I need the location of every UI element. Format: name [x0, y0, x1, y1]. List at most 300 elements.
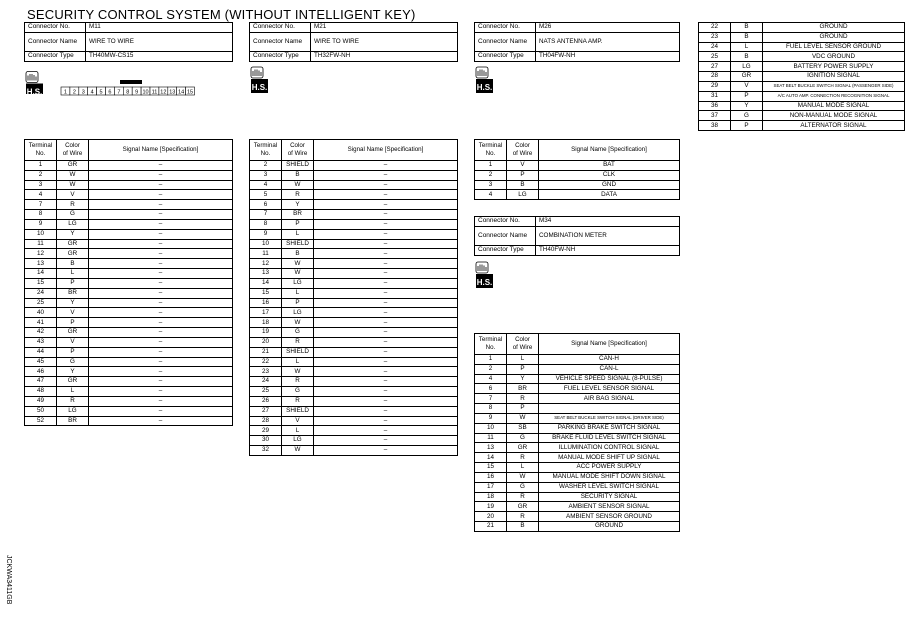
table-row: [475, 522, 680, 532]
table-row: [25, 396, 233, 406]
signal-name: –: [314, 259, 458, 269]
header-terminal: Terminal No.: [250, 140, 282, 161]
connector-info-m34: [474, 216, 680, 256]
signal-name: –: [89, 239, 233, 249]
wire-color: Y: [731, 101, 763, 111]
table-row: [475, 453, 680, 463]
signal-name: –: [314, 377, 458, 387]
table-row: [699, 42, 905, 52]
terminal-no: 27: [699, 62, 731, 72]
wire-color: L: [282, 357, 314, 367]
table-row: [250, 416, 458, 426]
wire-color: P: [507, 170, 539, 180]
terminal-no: 6: [475, 384, 507, 394]
table-row: [475, 492, 680, 502]
table-row: [250, 259, 458, 269]
wire-color: V: [57, 190, 89, 200]
terminal-no: 2: [25, 170, 57, 180]
pin-number: 6: [108, 89, 112, 96]
terminal-no: 30: [250, 436, 282, 446]
signal-name: –: [314, 170, 458, 180]
terminal-no: 25: [250, 387, 282, 397]
wire-color: R: [507, 394, 539, 404]
terminal-no: 20: [250, 337, 282, 347]
signal-name: –: [89, 308, 233, 318]
connector-type: TH04FW-NH: [536, 52, 680, 62]
wire-color: SHIELD: [282, 347, 314, 357]
table-row: [475, 364, 680, 374]
terminal-no: 52: [25, 416, 57, 426]
connector-diagram-m11: [58, 80, 213, 120]
table-row: [250, 190, 458, 200]
signal-name: AMBIENT SENSOR SIGNAL: [539, 502, 680, 512]
terminal-table-m34-continued: [698, 22, 905, 131]
terminal-no: 40: [25, 308, 57, 318]
signal-name: –: [314, 318, 458, 328]
hs-label: H.S.: [476, 83, 493, 92]
hs-label: H.S.: [26, 87, 43, 94]
terminal-no: 41: [25, 318, 57, 328]
signal-name: –: [314, 298, 458, 308]
wire-color: LG: [507, 190, 539, 200]
table-row: [475, 443, 680, 453]
header-signal: Signal Name [Specification]: [539, 140, 680, 161]
terminal-no: 20: [475, 512, 507, 522]
harness-side-icon: [250, 66, 269, 94]
table-row: [699, 62, 905, 72]
terminal-no: 24: [699, 42, 731, 52]
signal-name: GROUND: [539, 522, 680, 532]
signal-name: –: [314, 308, 458, 318]
terminal-no: 15: [25, 278, 57, 288]
pin-number: 1: [63, 89, 67, 96]
terminal-no: 24: [25, 288, 57, 298]
header-terminal: Terminal No.: [475, 140, 507, 161]
signal-name: BATTERY POWER SUPPLY: [763, 62, 905, 72]
terminal-no: 12: [25, 249, 57, 259]
wire-color: P: [731, 91, 763, 101]
table-row: [25, 318, 233, 328]
wire-color: BR: [282, 210, 314, 220]
wire-color: LG: [282, 436, 314, 446]
terminal-no: 7: [475, 394, 507, 404]
wire-color: R: [507, 512, 539, 522]
terminal-no: 25: [25, 298, 57, 308]
terminal-no: 29: [699, 81, 731, 91]
pin-number: 7: [117, 89, 121, 96]
terminal-table-m21: [249, 139, 458, 456]
wire-color: W: [57, 180, 89, 190]
wire-color: LG: [57, 406, 89, 416]
terminal-no: 11: [25, 239, 57, 249]
table-row: [699, 81, 905, 91]
signal-name: –: [89, 318, 233, 328]
signal-name: –: [314, 347, 458, 357]
connector-diagram-m26: [555, 82, 615, 118]
wire-color: GR: [57, 239, 89, 249]
table-row: [25, 210, 233, 220]
table-row: [699, 72, 905, 82]
signal-name: MANUAL MODE SHIFT UP SIGNAL: [539, 453, 680, 463]
pin-number: 14: [178, 89, 185, 96]
table-row: [699, 111, 905, 121]
wire-color: R: [282, 396, 314, 406]
terminal-no: 1: [475, 161, 507, 171]
signal-name: –: [89, 259, 233, 269]
hand-icon: [476, 262, 488, 273]
table-row: [25, 239, 233, 249]
harness-side-icon: [25, 66, 44, 94]
signal-name: [539, 404, 680, 414]
table-row: [475, 180, 680, 190]
table-row: [250, 239, 458, 249]
signal-name: –: [314, 328, 458, 338]
signal-name: –: [314, 239, 458, 249]
pin-number: 10: [142, 89, 149, 96]
signal-name: BAT: [539, 161, 680, 171]
signal-name: –: [314, 357, 458, 367]
table-row: [250, 278, 458, 288]
terminal-no: 8: [250, 219, 282, 229]
terminal-no: 10: [250, 239, 282, 249]
terminal-no: 16: [250, 298, 282, 308]
signal-name: –: [314, 180, 458, 190]
wire-color: G: [507, 482, 539, 492]
pin-number: 2: [72, 89, 76, 96]
terminal-no: 19: [250, 328, 282, 338]
table-row: [250, 170, 458, 180]
table-row: [475, 472, 680, 482]
terminal-no: 15: [475, 463, 507, 473]
table-row: [250, 436, 458, 446]
signal-name: ALTERNATOR SIGNAL: [763, 121, 905, 131]
wire-color: Y: [507, 374, 539, 384]
connector-name: COMBINATION METER: [536, 227, 680, 246]
terminal-no: 9: [475, 413, 507, 423]
page-title: SECURITY CONTROL SYSTEM (WITHOUT INTELLIGENT KEY): [27, 7, 416, 22]
table-row: [25, 367, 233, 377]
terminal-no: 32: [250, 446, 282, 456]
signal-name: –: [89, 278, 233, 288]
wire-color: GR: [731, 72, 763, 82]
terminal-no: 2: [475, 170, 507, 180]
header-color: Color of Wire: [507, 140, 539, 161]
table-row: [25, 337, 233, 347]
terminal-no: 25: [699, 52, 731, 62]
terminal-no: 28: [699, 72, 731, 82]
table-row: [250, 180, 458, 190]
signal-name: SEAT BELT BUCKLE SWITCH SIGNAL (DRIVER SIDE): [539, 413, 680, 423]
wire-color: L: [507, 463, 539, 473]
connector-name: WIRE TO WIRE: [311, 33, 458, 52]
table-row: [250, 387, 458, 397]
terminal-no: 5: [250, 190, 282, 200]
table-row: [475, 433, 680, 443]
table-row: [475, 482, 680, 492]
terminal-no: 24: [250, 377, 282, 387]
wire-color: SHIELD: [282, 406, 314, 416]
signal-name: MANUAL MODE SIGNAL: [763, 101, 905, 111]
signal-name: GROUND: [763, 32, 905, 42]
signal-name: CAN-L: [539, 364, 680, 374]
wire-color: L: [731, 42, 763, 52]
wire-color: R: [57, 200, 89, 210]
header-terminal: Terminal No.: [25, 140, 57, 161]
table-row: [699, 121, 905, 131]
table-row: [25, 416, 233, 426]
pin-number: 12: [160, 89, 167, 96]
wire-color: P: [57, 347, 89, 357]
terminal-no: 15: [250, 288, 282, 298]
label-connector-no: Connector No.: [25, 23, 86, 33]
wire-color: G: [57, 210, 89, 220]
table-row: [250, 446, 458, 456]
terminal-no: 46: [25, 367, 57, 377]
terminal-no: 11: [250, 249, 282, 259]
signal-name: VDC GROUND: [763, 52, 905, 62]
table-row: [475, 384, 680, 394]
label-connector-no: Connector No.: [250, 23, 311, 33]
connector-info-m11: [24, 22, 233, 62]
header-terminal: Terminal No.: [475, 334, 507, 355]
wire-color: B: [731, 23, 763, 33]
hs-label: H.S.: [476, 278, 493, 287]
wire-color: V: [507, 161, 539, 171]
connector-info-m26: [474, 22, 680, 62]
terminal-no: 10: [475, 423, 507, 433]
terminal-no: 17: [475, 482, 507, 492]
hand-icon: [26, 72, 38, 83]
terminal-no: 31: [699, 91, 731, 101]
table-row: [25, 288, 233, 298]
label-connector-type: Connector Type: [475, 52, 536, 62]
signal-name: NON-MANUAL MODE SIGNAL: [763, 111, 905, 121]
connector-type: TH40FW-NH: [536, 246, 680, 256]
terminal-no: 38: [699, 121, 731, 131]
table-row: [699, 101, 905, 111]
wire-color: B: [507, 522, 539, 532]
wire-color: SB: [507, 423, 539, 433]
terminal-no: 43: [25, 337, 57, 347]
signal-name: –: [314, 367, 458, 377]
wire-color: GR: [57, 328, 89, 338]
wire-color: R: [282, 337, 314, 347]
wire-color: Y: [57, 298, 89, 308]
signal-name: –: [314, 219, 458, 229]
signal-name: –: [89, 190, 233, 200]
signal-name: –: [314, 269, 458, 279]
terminal-no: 13: [250, 269, 282, 279]
terminal-no: 36: [699, 101, 731, 111]
wire-color: B: [731, 32, 763, 42]
header-signal: Signal Name [Specification]: [314, 140, 458, 161]
signal-name: CLK: [539, 170, 680, 180]
table-row: [475, 355, 680, 365]
terminal-no: 18: [475, 492, 507, 502]
wire-color: G: [57, 357, 89, 367]
wire-color: V: [57, 337, 89, 347]
table-row: [699, 52, 905, 62]
terminal-no: 44: [25, 347, 57, 357]
wire-color: LG: [57, 219, 89, 229]
label-connector-name: Connector Name: [25, 33, 86, 52]
table-row: [25, 259, 233, 269]
signal-name: –: [314, 337, 458, 347]
signal-name: –: [89, 210, 233, 220]
header-color: Color of Wire: [507, 334, 539, 355]
signal-name: –: [89, 328, 233, 338]
signal-name: AIR BAG SIGNAL: [539, 394, 680, 404]
signal-name: CAN-H: [539, 355, 680, 365]
signal-name: –: [89, 396, 233, 406]
wire-color: W: [282, 180, 314, 190]
wire-color: W: [507, 472, 539, 482]
wire-color: W: [507, 413, 539, 423]
pin-number: 9: [135, 89, 139, 96]
wire-color: SHIELD: [282, 161, 314, 171]
terminal-no: 49: [25, 396, 57, 406]
signal-name: –: [89, 288, 233, 298]
wire-color: B: [731, 52, 763, 62]
header-signal: Signal Name [Specification]: [539, 334, 680, 355]
wire-color: Y: [57, 229, 89, 239]
signal-name: GND: [539, 180, 680, 190]
signal-name: –: [89, 416, 233, 426]
signal-name: –: [89, 219, 233, 229]
wire-color: L: [282, 229, 314, 239]
terminal-no: 3: [25, 180, 57, 190]
signal-name: –: [89, 377, 233, 387]
table-row: [25, 328, 233, 338]
terminal-no: 42: [25, 328, 57, 338]
wire-color: B: [507, 180, 539, 190]
table-row: [250, 288, 458, 298]
terminal-no: 14: [25, 269, 57, 279]
signal-name: –: [314, 278, 458, 288]
wire-color: P: [282, 219, 314, 229]
terminal-no: 21: [475, 522, 507, 532]
signal-name: –: [89, 180, 233, 190]
terminal-no: 48: [25, 387, 57, 397]
pin-number: 13: [169, 89, 176, 96]
table-row: [475, 463, 680, 473]
table-row: [25, 377, 233, 387]
document-code: JCKWA3411GB: [5, 555, 12, 605]
table-row: [250, 396, 458, 406]
table-row: [25, 298, 233, 308]
table-row: [250, 249, 458, 259]
signal-name: FUEL LEVEL SENSOR GROUND: [763, 42, 905, 52]
signal-name: –: [89, 357, 233, 367]
terminal-no: 3: [250, 170, 282, 180]
terminal-no: 1: [25, 161, 57, 171]
table-row: [25, 249, 233, 259]
terminal-no: 7: [250, 210, 282, 220]
label-connector-name: Connector Name: [475, 227, 536, 246]
terminal-no: 27: [250, 406, 282, 416]
label-connector-type: Connector Type: [475, 246, 536, 256]
label-connector-no: Connector No.: [475, 23, 536, 33]
terminal-no: 9: [250, 229, 282, 239]
wire-color: LG: [731, 62, 763, 72]
wire-color: R: [507, 492, 539, 502]
wire-color: BR: [507, 384, 539, 394]
signal-name: DATA: [539, 190, 680, 200]
table-row: [250, 219, 458, 229]
table-row: [250, 210, 458, 220]
wire-color: R: [282, 190, 314, 200]
signal-name: –: [89, 387, 233, 397]
signal-name: –: [89, 200, 233, 210]
harness-side-icon: [475, 66, 494, 94]
pin-number: 3: [81, 89, 85, 96]
terminal-no: 18: [250, 318, 282, 328]
pin-number: 15: [186, 89, 194, 96]
table-row: [475, 413, 680, 423]
terminal-no: 22: [250, 357, 282, 367]
wire-color: G: [282, 387, 314, 397]
signal-name: –: [89, 249, 233, 259]
terminal-no: 47: [25, 377, 57, 387]
connector-info-m21: [249, 22, 458, 62]
wire-color: R: [507, 453, 539, 463]
terminal-no: 9: [25, 219, 57, 229]
pin-number: 5: [99, 89, 103, 96]
table-row: [475, 512, 680, 522]
signal-name: –: [89, 337, 233, 347]
wire-color: P: [57, 278, 89, 288]
label-connector-no: Connector No.: [475, 217, 536, 227]
table-row: [250, 318, 458, 328]
terminal-no: 4: [25, 190, 57, 200]
hand-icon: [251, 67, 263, 78]
terminal-no: 14: [250, 278, 282, 288]
table-row: [475, 423, 680, 433]
signal-name: –: [89, 161, 233, 171]
table-row: [25, 170, 233, 180]
wire-color: GR: [507, 502, 539, 512]
wire-color: SHIELD: [282, 239, 314, 249]
connector-no: M11: [86, 23, 233, 33]
table-row: [25, 190, 233, 200]
wire-color: R: [282, 377, 314, 387]
signal-name: GROUND: [763, 23, 905, 33]
table-row: [250, 328, 458, 338]
table-row: [250, 298, 458, 308]
signal-name: –: [314, 288, 458, 298]
table-row: [250, 229, 458, 239]
signal-name: MANUAL MODE SHIFT DOWN SIGNAL: [539, 472, 680, 482]
wire-color: L: [282, 288, 314, 298]
terminal-no: 3: [475, 180, 507, 190]
hand-icon: [476, 67, 488, 78]
connector-no: M34: [536, 217, 680, 227]
table-row: [475, 161, 680, 171]
wire-color: W: [282, 446, 314, 456]
signal-name: ILLUMINATION CONTROL SIGNAL: [539, 443, 680, 453]
table-row: [250, 377, 458, 387]
wire-color: G: [507, 433, 539, 443]
terminal-no: 28: [250, 416, 282, 426]
terminal-no: 19: [475, 502, 507, 512]
terminal-no: 21: [250, 347, 282, 357]
terminal-table-m34: [474, 333, 680, 532]
terminal-no: 10: [25, 229, 57, 239]
signal-name: WASHER LEVEL SWITCH SIGNAL: [539, 482, 680, 492]
terminal-no: 14: [475, 453, 507, 463]
table-row: [475, 374, 680, 384]
connector-diagram-m21: [281, 76, 441, 118]
